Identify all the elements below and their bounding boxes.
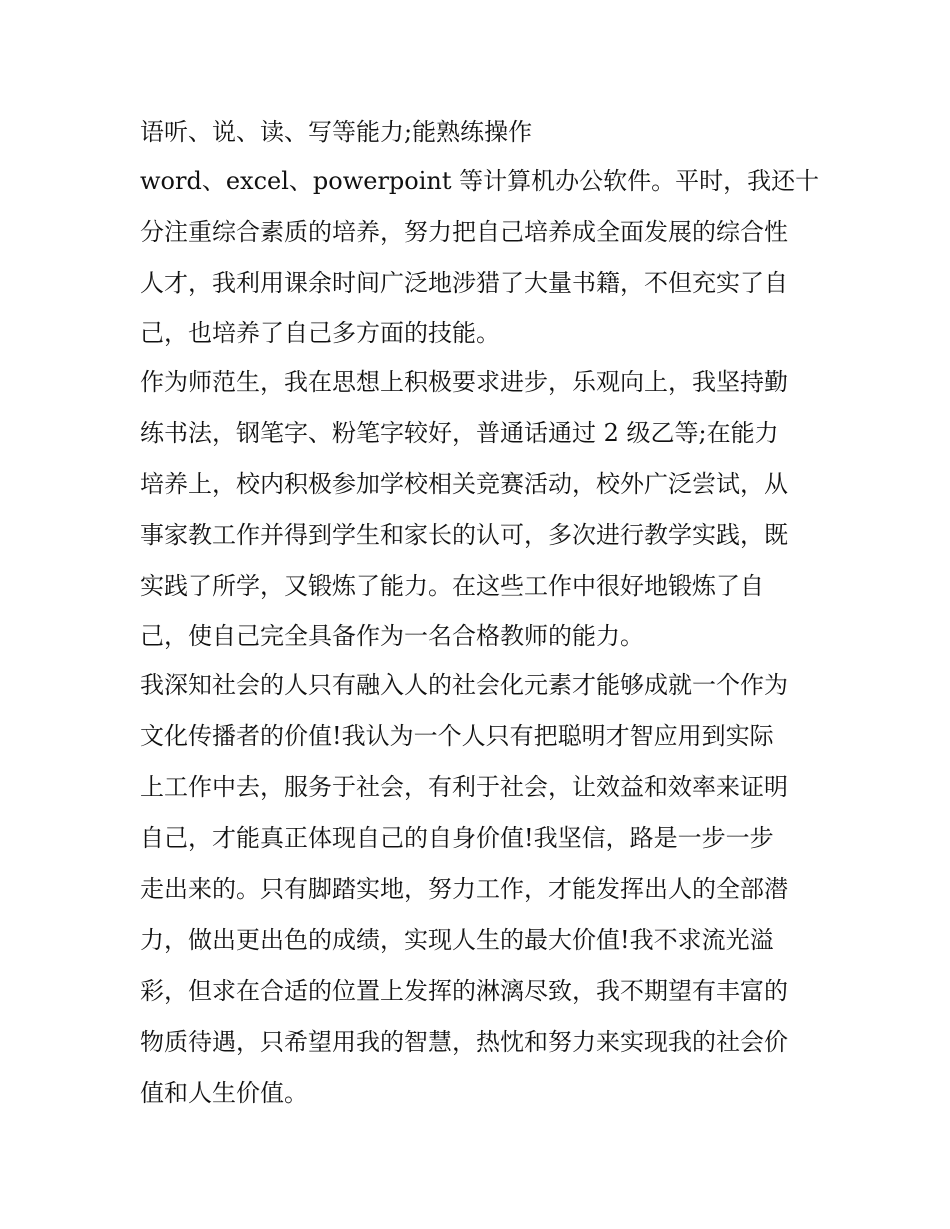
text-line: 己，使自己完全具备作为一名合格教师的能力。: [140, 622, 644, 650]
text-line: 物质待遇，只希望用我的智慧，热忱和努力来实现我的社会价: [140, 1028, 788, 1056]
text-line: 值和人生价值。: [140, 1079, 308, 1107]
body-text: [140, 108, 820, 1119]
text-line: 作为师范生，我在思想上积极要求进步，乐观向上，我坚持勤: [140, 368, 788, 396]
text-line: 人才，我利用课余时间广泛地涉猎了大量书籍，不但充实了自: [140, 269, 788, 297]
text-line: 实践了所学，又锻炼了能力。在这些工作中很好地锻炼了自: [140, 572, 764, 600]
text-line: word、excel、powerpoint 等计算机办公软件。平时，我还十: [140, 167, 820, 195]
text-line: 彩，但求在合适的位置上发挥的淋漓尽致，我不期望有丰富的: [140, 977, 788, 1005]
text-line: 培养上，校内积极参加学校相关竞赛活动，校外广泛尝试，从: [140, 470, 788, 498]
text-line: 力，做出更出色的成绩，实现人生的最大价值!我不求流光溢: [140, 926, 774, 954]
text-line: 练书法，钢笔字、粉笔字较好，普通话通过 2 级乙等;在能力: [140, 419, 779, 447]
text-line: 己，也培养了自己多方面的技能。: [140, 319, 500, 347]
text-line: 分注重综合素质的培养，努力把自己培养成全面发展的综合性: [140, 218, 788, 246]
text-line: 事家教工作并得到学生和家长的认可，多次进行教学实践，既: [140, 521, 788, 549]
text-line: 文化传播者的价值!我认为一个人只有把聪明才智应用到实际: [140, 722, 774, 750]
text-line: 语听、说、读、写等能力;能熟练操作: [140, 118, 533, 146]
text-line: 走出来的。只有脚踏实地，努力工作，才能发挥出人的全部潜: [140, 875, 788, 903]
text-line: 上工作中去，服务于社会，有利于社会，让效益和效率来证明: [140, 773, 788, 801]
text-line: 我深知社会的人只有融入人的社会化元素才能够成就一个作为: [140, 671, 788, 699]
text-line: 自己，才能真正体现自己的自身价值!我坚信，路是一步一步: [140, 824, 774, 852]
